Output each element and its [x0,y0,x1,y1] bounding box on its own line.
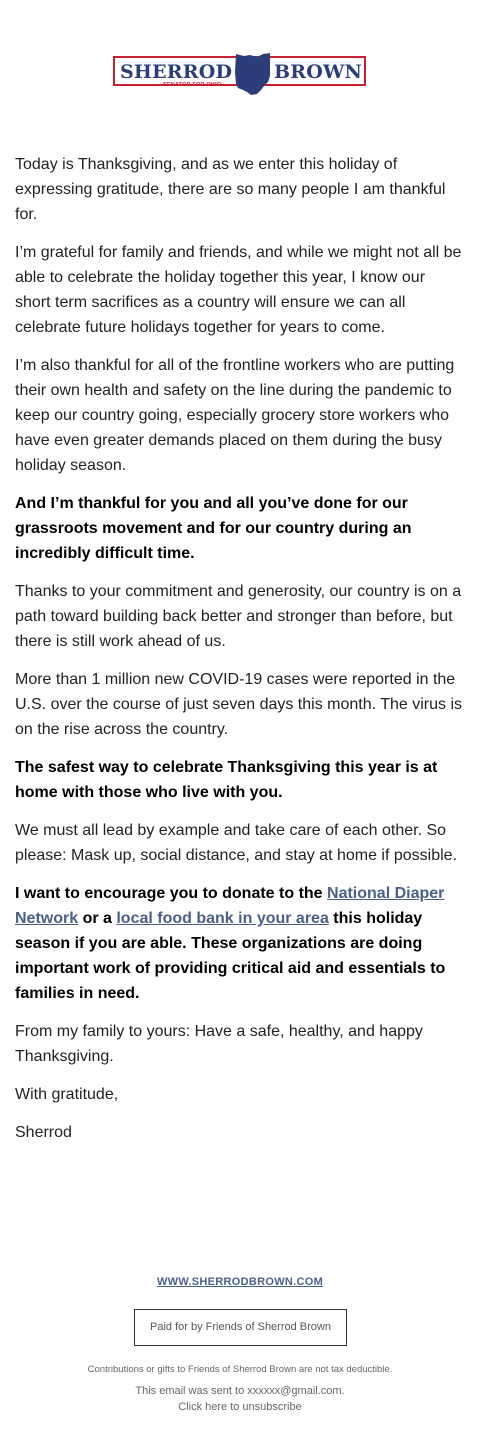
donate-text-3: this holiday season if you are able. These organizations are doing important work of providing critical aid and essentials to families in need. [15,910,446,1002]
logo-subtitle: SENATOR FOR OHIO [163,82,222,88]
email-footer [0,1276,480,1413]
ohio-state-icon [233,52,271,96]
paragraph-9 [15,881,465,1006]
logo-text-brown: BROWN [274,61,363,83]
paid-for-box: Paid for by Friends of Sherrod Brown [134,1309,347,1346]
sign-off: With gratitude, [15,1086,119,1103]
paragraph-8: We must all lead by example and take care of each other. So please: Mask up, social distance, and stay at home if possible. [15,822,458,864]
logo-text-sherrod: SHERROD [120,61,233,83]
national-diaper-network-link[interactable]: National Diaper Network [15,885,445,927]
signature: Sherrod [15,1124,72,1141]
header-logo[interactable] [0,52,480,96]
donate-text-1: I want to encourage you to donate to the [15,885,328,902]
unsubscribe-link[interactable]: Click here to unsubscribe [178,1401,302,1413]
paragraph-3: I’m also thankful for all of the frontline workers who are putting their own health and safety on the line during the pandemic to keep our country going, especially grocery store workers who have even greater demands placed on them during the busy holiday season. [15,357,455,474]
paragraph-6: More than 1 million new COVID-19 cases were reported in the U.S. over the course of just seven days this month. The virus is on the rise across the country. [15,671,463,738]
paragraph-4: And I’m thankful for you and all you’ve done for our grassroots movement and for our country during an incredibly difficult time. [15,495,412,562]
donate-text-2: or a [78,910,117,927]
sent-to-text: This email was sent to xxxxxx@gmail.com. [135,1385,345,1397]
paragraph-1: Today is Thanksgiving, and as we enter this holiday of expressing gratitude, there are so many people I am thankful for. [15,156,446,223]
website-link[interactable]: WWW.SHERRODBROWN.COM [156,1276,324,1288]
email-body [15,152,465,1158]
paragraph-2: I’m grateful for family and friends, and while we might not all be able to celebrate the holiday together this year, I know our short term sacrifices as a country will ensure we can all celebrate future holidays together for years to come. [15,244,462,336]
paragraph-5: Thanks to your commitment and generosity, our country is on a path toward building back better and stronger than before, but there is still work ahead of us. [15,583,462,650]
paragraph-7: The safest way to celebrate Thanksgiving this year is at home with those who live with you. [15,759,438,801]
tax-disclaimer: Contributions or gifts to Friends of Sherrod Brown are not tax deductible. [87,1364,393,1375]
paragraph-10: From my family to yours: Have a safe, healthy, and happy Thanksgiving. [15,1023,423,1065]
local-food-bank-link[interactable]: local food bank in your area [116,910,329,927]
